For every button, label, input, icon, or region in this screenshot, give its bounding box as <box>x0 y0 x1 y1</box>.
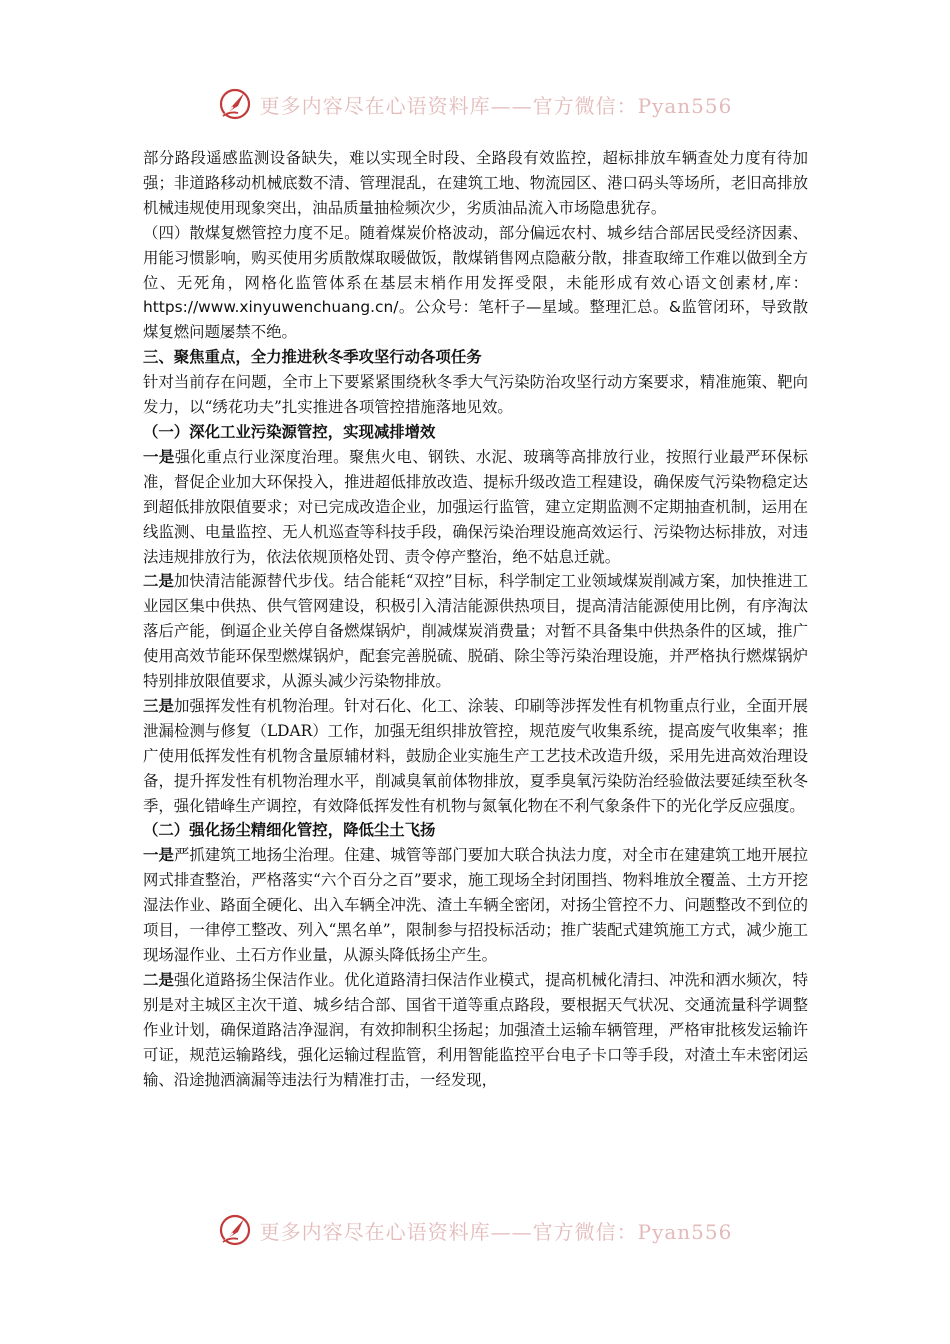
banner-text: 更多内容尽在心语资料库——官方微信：Pyan556 <box>259 93 733 118</box>
paragraph <box>143 843 808 968</box>
paragraph: （四）散煤复燃管控力度不足。随着煤炭价格波动，部分偏远农村、城乡结合部居民受经济因素、用能习惯影响，购买使用劣质散煤取暖做饭，散煤销售网点隐蔽分散，排查取缔工作难以做到全方位、无死角，网格化监管体系在基层末梢作用发挥受限，未能形成有效心语文创素材,库：https://www.xinyuwenchuang.cn/。公众号：笔杆子—星域。整理汇总。&监管闭环，导致散煤复燃问题屡禁不绝。 <box>143 223 808 342</box>
paragraph <box>143 694 808 819</box>
subsection-heading: （二）强化扬尘精细化管控，降低尘土飞扬 <box>143 821 436 840</box>
quill-logo-icon <box>218 87 252 121</box>
paragraph: 针对当前存在问题，全市上下要紧紧围绕秋冬季大气污染防治攻坚行动方案要求，精准施策、靶向发力，以“绣花功夫”扎实推进各项管控措施落地见效。 <box>143 373 808 417</box>
header-banner <box>0 84 950 124</box>
lead-label: 三是 <box>143 696 174 715</box>
section-heading: 三、聚焦重点，全力推进秋冬季攻坚行动各项任务 <box>143 348 482 367</box>
lead-label: 一是 <box>143 846 174 865</box>
paragraph-text: 强化道路扬尘保洁作业。优化道路清扫保洁作业模式，提高机械化清扫、冲洗和洒水频次，特别是对主城区主次干道、城乡结合部、国省干道等重点路段，要根据天气状况、交通流量科学调整作业计划，确保道路洁净湿润，有效抑制积尘扬起；加强渣土运输车辆管理，严格审批核发运输许可证，规范运输路线，强化运输过程监管，利用智能监控平台电子卡口等手段，对渣土车未密闭运输、沿途抛洒滴漏等违法行为精准打击，一经发现， <box>143 970 808 1089</box>
banner-text: 更多内容尽在心语资料库——官方微信：Pyan556 <box>259 1219 733 1244</box>
lead-label: 二是 <box>143 970 174 989</box>
paragraph: 部分路段遥感监测设备缺失，难以实现全时段、全路段有效监控，超标排放车辆查处力度有待加强；非道路移动机械底数不清、管理混乱，在建筑工地、物流园区、港口码头等场所，老旧高排放机械违规使用现象突出，油品质量抽检频次少，劣质油品流入市场隐患犹存。 <box>143 149 808 217</box>
paragraph <box>143 968 808 1093</box>
paragraph <box>143 445 808 570</box>
subsection-heading: （一）深化工业污染源管控，实现减排增效 <box>143 422 436 441</box>
footer-banner <box>0 1210 950 1250</box>
paragraph-text: 加强挥发性有机物治理。针对石化、化工、涂装、印刷等涉挥发性有机物重点行业，全面开展泄漏检测与修复（LDAR）工作，加强无组织排放管控，规范废气收集系统，提高废气收集率；推广使用低挥发性有机物含量原辅材料，鼓励企业实施生产工艺技术改造升级，采用先进高效治理设备，提升挥发性有机物治理水平，削减臭氧前体物排放，夏季臭氧污染防治经验做法要延续至秋冬季，强化错峰生产调控，有效降低挥发性有机物与氮氧化物在不利气象条件下的光化学反应强度。 <box>143 696 808 815</box>
paragraph-text: 强化重点行业深度治理。聚焦火电、钢铁、水泥、玻璃等高排放行业，按照行业最严环保标准，督促企业加大环保投入，推进超低排放改造、提标升级改造工程建设，确保废气污染物稳定达到超低排放限值要求；对已完成改造企业，加强运行监管，建立定期监测不定期抽查机制，运用在线监测、电量监控、无人机巡查等科技手段，确保污染治理设施高效运行、污染物达标排放，对违法违规排放行为，依法依规顶格处罚、责令停产整治，绝不姑息迁就。 <box>143 447 808 566</box>
paragraph-text: 严抓建筑工地扬尘治理。住建、城管等部门要加大联合执法力度，对全市在建建筑工地开展拉网式排查整治，严格落实“六个百分之百”要求，施工现场全封闭围挡、物料堆放全覆盖、土方开挖湿法作业、路面全硬化、出入车辆全冲洗、渣土车辆全密闭，对扬尘管控不力、问题整改不到位的项目，一律停工整改、列入“黑名单”，限制参与招投标活动；推广装配式建筑施工方式，减少施工现场湿作业、土石方作业量，从源头降低扬尘产生。 <box>143 846 808 964</box>
lead-label: 二是 <box>143 572 174 591</box>
paragraph-text: 加快清洁能源替代步伐。结合能耗“双控”目标，科学制定工业领域煤炭削减方案，加快推进工业园区集中供热、供气管网建设，积极引入清洁能源供热项目，提高清洁能源使用比例，有序淘汰落后产能，倒逼企业关停自备燃煤锅炉，削减煤炭消费量；对暂不具备集中供热条件的区域，推广使用高效节能环保型燃煤锅炉，配套完善脱硫、脱硝、除尘等污染治理设施，并严格执行燃煤锅炉特别排放限值要求，从源头减少污染物排放。 <box>143 572 808 691</box>
lead-label: 一是 <box>143 447 175 466</box>
document-body <box>143 146 808 1092</box>
paragraph <box>143 569 808 694</box>
quill-logo-icon <box>218 1213 252 1247</box>
